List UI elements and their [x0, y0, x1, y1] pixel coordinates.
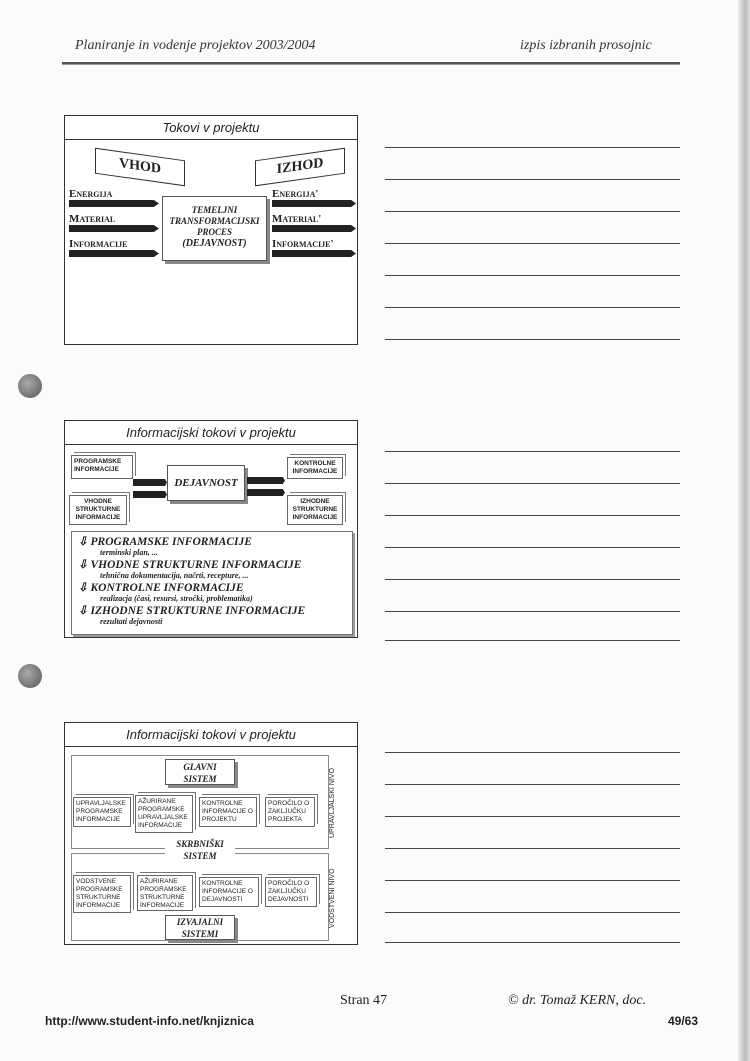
- arrow-icon: [69, 225, 159, 232]
- note-line: [385, 147, 680, 148]
- process-line: TEMELJNI: [191, 205, 238, 215]
- note-line: [385, 912, 680, 913]
- doc-upper: KONTROLNE INFORMACIJE O PROJEKTU: [199, 797, 257, 827]
- process-line: PROCES: [196, 227, 232, 237]
- process-box: [162, 196, 267, 261]
- process-line: (DEJAVNOST): [182, 238, 247, 249]
- doc-vhodne: VHODNE STRUKTURNE INFORMACIJE: [69, 495, 127, 525]
- note-line: [385, 816, 680, 817]
- note-line: [385, 942, 680, 943]
- inputs: [69, 188, 159, 257]
- author: © dr. Tomaž KERN, doc.: [508, 993, 647, 1008]
- doc-kontrolne: KONTROLNE INFORMACIJE: [287, 457, 343, 479]
- list-detail: realizacja (časi, resursi, stročki, problematika): [100, 594, 253, 603]
- output-label: Material': [272, 213, 322, 225]
- note-line: [385, 483, 680, 484]
- info-list: [71, 531, 353, 635]
- list-heading: ⇩ VHODNE STRUKTURNE INFORMACIJE: [78, 559, 302, 571]
- note-line: [385, 339, 680, 340]
- list-detail: rezultati dejavnosti: [100, 617, 163, 626]
- list-heading: ⇩ IZHODNE STRUKTURNE INFORMACIJE: [78, 605, 306, 617]
- input-label: Informacije: [69, 238, 128, 250]
- note-line: [385, 243, 680, 244]
- arrow-icon: [69, 250, 159, 257]
- list-detail: tehnična dokumentacija, načrti, recepture, ...: [100, 571, 249, 580]
- note-line: [385, 579, 680, 580]
- list-heading: ⇩ KONTROLNE INFORMACIJE: [78, 582, 244, 594]
- arrow-icon: [133, 479, 167, 486]
- page-number: Stran 47: [340, 993, 388, 1008]
- note-line: [385, 611, 680, 612]
- doc-izhodne: IZHODNE STRUKTURNE INFORMACIJE: [287, 495, 343, 525]
- header-rule: [62, 62, 680, 65]
- process-line: TRANSFORMACIJSKI: [169, 216, 260, 226]
- note-line: [385, 784, 680, 785]
- output-label: Informacije': [272, 238, 334, 250]
- note-line: [385, 880, 680, 881]
- note-line: [385, 640, 680, 641]
- doc-upper: POROČILO O ZAKLJUČKU PROJEKTA: [265, 797, 315, 827]
- arrow-icon: [247, 489, 285, 496]
- source-url[interactable]: http://www.student-info.net/knjiznica: [45, 1014, 254, 1028]
- level-lower-label: VODSTVENI NIVO: [329, 868, 336, 928]
- note-line: [385, 211, 680, 212]
- note-line: [385, 307, 680, 308]
- arrow-icon: [247, 477, 285, 484]
- izvajalni-sistemi: IZVAJALNI SISTEMI: [165, 915, 235, 940]
- slide-informacijski-tokovi: [64, 420, 358, 638]
- list-detail: terminski plan, ...: [100, 548, 158, 557]
- doc-upper: AŽURIRANE PROGRAMSKE UPRAVLJALSKE INFORMACIJE: [135, 795, 193, 833]
- doc-lower: VODSTVENE PROGRAMSKE STRUKTURNE INFORMACIJE: [73, 875, 131, 913]
- skrbniski-sistem: SKRBNIŠKI SISTEM: [165, 837, 235, 863]
- note-line: [385, 547, 680, 548]
- doc-upper: UPRAVLJALSKE PROGRAMSKE INFORMACIJE: [73, 797, 131, 827]
- punch-hole: [18, 374, 42, 398]
- note-line: [385, 752, 680, 753]
- slide-informacijski-tokovi-sistemi: [64, 722, 358, 945]
- arrow-icon: [272, 225, 356, 232]
- vhod-arrow: VHOD: [95, 148, 185, 187]
- output-label: Energija': [272, 188, 319, 200]
- header-subtitle: izpis izbranih prosojnic: [520, 38, 652, 53]
- note-line: [385, 451, 680, 452]
- slide-title: Informacijski tokovi v projektu: [65, 723, 357, 747]
- note-line: [385, 179, 680, 180]
- level-upper-label: UPRAVLJALSKI NIVO: [329, 768, 336, 838]
- punch-hole: [18, 664, 42, 688]
- outputs: [272, 188, 356, 257]
- izhod-arrow: IZHOD: [255, 148, 345, 187]
- input-label: Material: [69, 213, 116, 225]
- dejavnost-box: DEJAVNOST: [167, 465, 245, 501]
- doc-lower: AŽURIRANE PROGRAMSKE STRUKTURNE INFORMACIJE: [137, 875, 193, 911]
- glavni-sistem: GLAVNI SISTEM: [165, 759, 235, 785]
- note-line: [385, 515, 680, 516]
- page-count: 49/63: [668, 1014, 699, 1028]
- note-line: [385, 848, 680, 849]
- note-line: [385, 275, 680, 276]
- list-heading: ⇩ PROGRAMSKE INFORMACIJE: [78, 536, 252, 548]
- doc-lower: KONTROLNE INFORMACIJE O DEJAVNOSTI: [199, 877, 259, 907]
- arrow-icon: [272, 250, 356, 257]
- arrow-icon: [69, 200, 159, 207]
- arrow-icon: [133, 491, 167, 498]
- slide-title: Tokovi v projektu: [65, 116, 357, 140]
- input-label: Energija: [69, 188, 113, 200]
- slide-title: Informacijski tokovi v projektu: [65, 421, 357, 445]
- slide-tokovi: [64, 115, 358, 345]
- doc-lower: POROČILO O ZAKLJUČKU DEJAVNOSTI: [265, 877, 317, 907]
- scan-edge: [738, 0, 750, 1061]
- doc-programske: PROGRAMSKE INFORMACIJE: [71, 455, 133, 479]
- arrow-icon: [272, 200, 356, 207]
- header-title: Planiranje in vodenje projektov 2003/2004: [75, 38, 316, 53]
